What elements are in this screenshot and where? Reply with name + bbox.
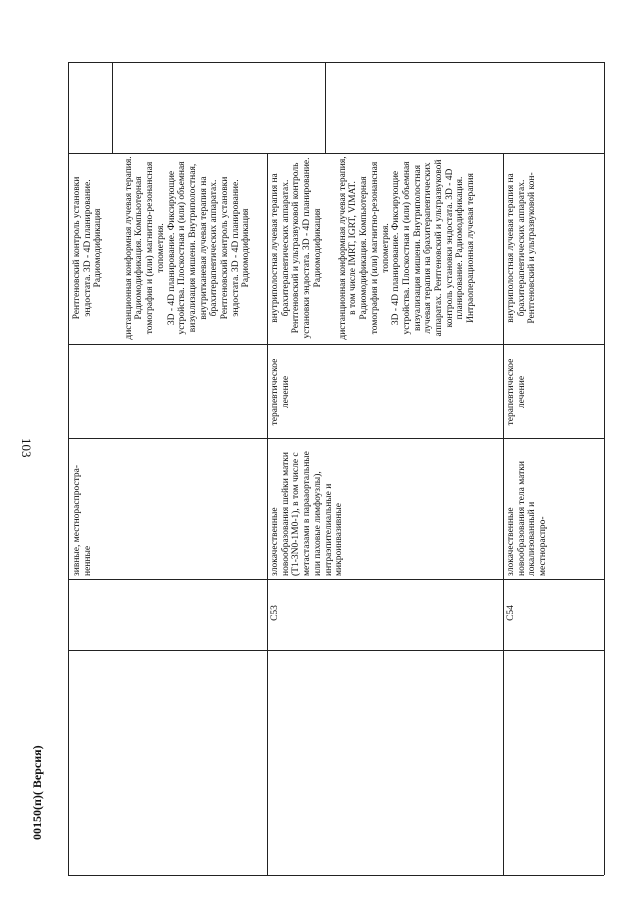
- row-divider-2: [68, 344, 604, 345]
- icd-code-c53: C53: [270, 605, 280, 621]
- method-subdivider-2: [325, 62, 326, 153]
- diagnosis-c53: злокачественные новообразования шейки матки (T1-3N0-1M0-1), в том числе с метастазами в парааортальные или паховые лимфоузлы), интраэпителиальные и микроинвазивные: [270, 451, 345, 576]
- document-version-code: 00150(п)( Версия): [30, 745, 44, 840]
- treatment-type-c53: терапевтическое лечение: [270, 358, 291, 426]
- method-text: Рентгеновский контроль установки эндостата. 3D - 4D планирование. Радиомодификация: [72, 176, 104, 320]
- icd-code-c54: C54: [506, 605, 516, 621]
- method-continued-2: [113, 155, 263, 341]
- row-divider-5: [68, 650, 604, 651]
- page-number: 103: [19, 438, 34, 458]
- row-divider-4: [68, 579, 604, 580]
- diagnosis-c54: злокачественные новообразования тела матки локализованный и местнораспро-: [506, 461, 548, 576]
- row-divider-3: [68, 438, 604, 439]
- method-text: дистанционная конформная лучевая терапия, в том числе IMRT, IGRT, VIMAT. Радиомодификация. Компьютерная томография и (или) магнитно-резонансная топометрия. 3D - 4D планирование. Фиксирующие устройства. Плоскостная и (или) объемная визуализация мишени. Внутриполостная лучевая терапия на брахитерапевтических аппаратах. Рентгеновский и ультразвуковой контроль установки эндостата. 3D - 4D планирование. Радиомодификация. Интраоперационная лучевая терапия: [337, 156, 477, 340]
- method-c53-1: [270, 155, 325, 341]
- row-divider-1: [68, 153, 604, 154]
- row-separator-c54-top: [503, 153, 504, 875]
- method-c53-2: [327, 155, 501, 341]
- table-border-right: [604, 62, 605, 875]
- method-continued-1: [72, 155, 110, 341]
- method-text: внутриполостная лучевая терапия на брахитерапевтических аппаратах. Рентгеновский и ультразвуковой кон-: [506, 172, 538, 324]
- method-c54-1: [506, 155, 544, 341]
- table-border-bottom: [68, 875, 604, 876]
- method-text: дистанционная конформная лучевая терапия. Радиомодификация. Компьютерная томография и (или) магнитно-резонансная топометрия. 3D - 4D планирование. Фиксирующие устройства. Плоскостная и (или) объемная визуализация мишени. Внутриполостная, внутритканевая лучевая терапия на брахитерапевтических аппаратах. Рентгеновский контроль установки эндостата. 3D - 4D планирование. Радиомодификация: [123, 156, 252, 340]
- treatment-type-c54: терапевтическое лечение: [506, 358, 527, 426]
- method-text: внутриполостная лучевая терапия на брахитерапевтических аппаратах. Рентгеновский и ультразвуковой контроль установки эндостата. 3D - 4D планирование. Радиомодификация: [270, 157, 323, 339]
- table-border-left: [68, 62, 69, 875]
- method-subdivider-1: [112, 62, 113, 153]
- diagnosis-continued: зивные, местнораспростра- ненные: [72, 464, 93, 576]
- table-border-top: [68, 62, 604, 63]
- row-separator-c53-top: [267, 153, 268, 875]
